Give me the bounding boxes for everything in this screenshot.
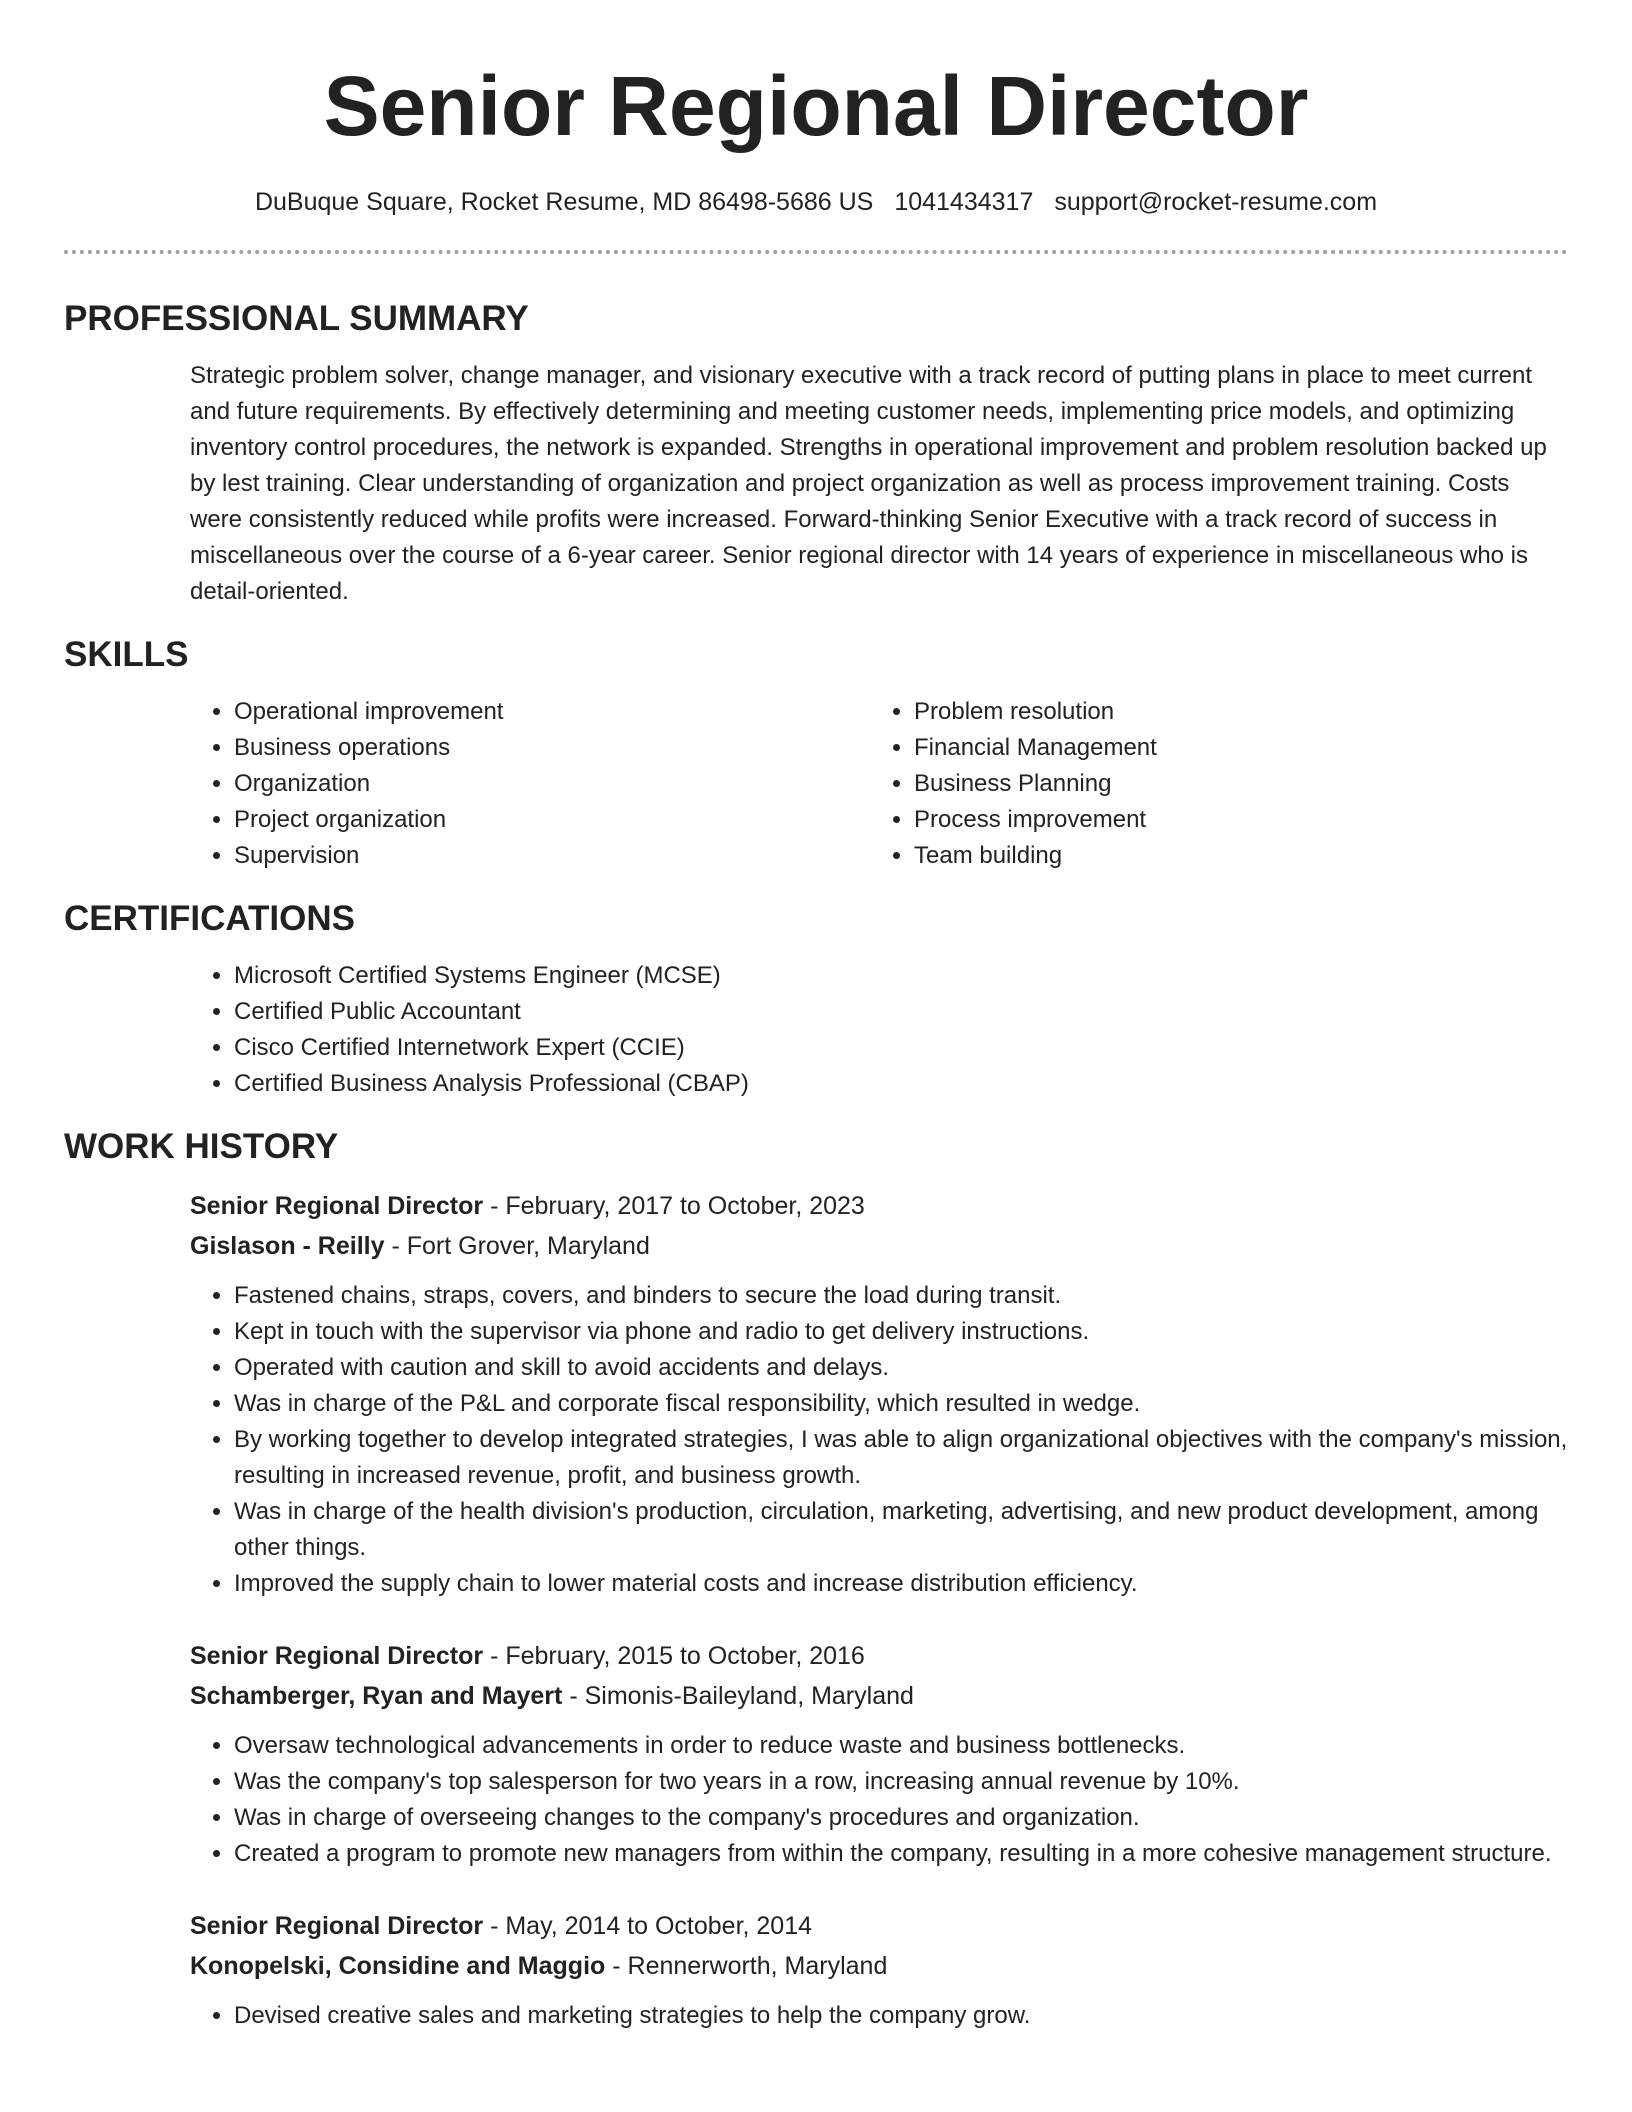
job-bullet: • By working together to develop integrated strategies, I was able to align organizational objectives with the company's mission, resulting in increased revenue, profit, and business growth. bbox=[234, 1422, 1568, 1494]
job-company: Gislason - Reilly bbox=[190, 1232, 385, 1260]
job-location: - Rennerworth, Maryland bbox=[605, 1952, 888, 1980]
job-company: Schamberger, Ryan and Mayert bbox=[190, 1682, 563, 1710]
job-entry bbox=[190, 1906, 1568, 2034]
resume-title: Senior Regional Director bbox=[323, 59, 1309, 153]
skill-item: • Organization bbox=[234, 766, 870, 802]
job-bullet: • Operated with caution and skill to avoid accidents and delays. bbox=[234, 1350, 1568, 1386]
job-role-line bbox=[190, 1636, 1568, 1676]
job-bullet: • Was the company's top salesperson for two years in a row, increasing annual revenue by 10%. bbox=[234, 1764, 1568, 1800]
job-entry bbox=[190, 1636, 1568, 1872]
job-dates: - May, 2014 to October, 2014 bbox=[483, 1912, 813, 1940]
header-divider bbox=[64, 250, 1568, 254]
skills-column-right bbox=[870, 694, 1550, 874]
skill-item: • Problem resolution bbox=[914, 694, 1550, 730]
skill-item: • Team building bbox=[914, 838, 1550, 874]
certifications-list bbox=[190, 958, 1568, 1102]
job-dates: - February, 2017 to October, 2023 bbox=[483, 1192, 865, 1220]
work-history-section bbox=[64, 1126, 1568, 2034]
skills-section bbox=[64, 634, 1568, 874]
skill-item: • Business Planning bbox=[914, 766, 1550, 802]
work-history-heading: WORK HISTORY bbox=[64, 1127, 339, 1166]
job-company-line bbox=[190, 1676, 1568, 1716]
job-bullet: • Was in charge of the health division's production, circulation, marketing, advertising, and new product development, among other things. bbox=[234, 1494, 1568, 1566]
skill-item: • Operational improvement bbox=[234, 694, 870, 730]
resume-header bbox=[64, 0, 1568, 218]
skills-column-left bbox=[190, 694, 870, 874]
job-entry bbox=[190, 1186, 1568, 1602]
job-role-line bbox=[190, 1906, 1568, 1946]
certification-item: • Microsoft Certified Systems Engineer (MCSE) bbox=[234, 958, 1568, 994]
certification-item: • Cisco Certified Internetwork Expert (CCIE) bbox=[234, 1030, 1568, 1066]
job-bullet: • Kept in touch with the supervisor via phone and radio to get delivery instructions. bbox=[234, 1314, 1568, 1350]
job-bullet: • Was in charge of overseeing changes to the company's procedures and organization. bbox=[234, 1800, 1568, 1836]
certifications-heading: CERTIFICATIONS bbox=[64, 899, 356, 938]
skills-grid bbox=[190, 694, 1568, 874]
job-bullet: • Fastened chains, straps, covers, and binders to secure the load during transit. bbox=[234, 1278, 1568, 1314]
summary-body bbox=[190, 358, 1568, 610]
skill-item: • Process improvement bbox=[914, 802, 1550, 838]
work-history-body bbox=[190, 1186, 1568, 2034]
certification-item: • Certified Business Analysis Professional (CBAP) bbox=[234, 1066, 1568, 1102]
certifications-body bbox=[190, 958, 1568, 1102]
job-company-line bbox=[190, 1226, 1568, 1266]
job-bullets bbox=[190, 1278, 1568, 1602]
summary-text: Strategic problem solver, change manager, and visionary executive with a track record of putting plans in place to meet current and future requirements. By effectively determining and meeting customer needs, implementing price models, and optimizing inventory control procedures, the network is expanded. Strengths in operational improvement and problem resolution backed up by lest training. Clear understanding of organization and project organization as well as process improvement training. Costs were consistently reduced while profits were increased. Forward-thinking Senior Executive with a track record of success in miscellaneous over the course of a 6-year career. Senior regional director with 14 years of experience in miscellaneous who is detail-oriented. bbox=[190, 362, 1547, 605]
skill-item: • Financial Management bbox=[914, 730, 1550, 766]
contact-phone: 1041434317 bbox=[894, 188, 1034, 216]
job-bullet: • Was in charge of the P&L and corporate fiscal responsibility, which resulted in wedge. bbox=[234, 1386, 1568, 1422]
summary-heading: PROFESSIONAL SUMMARY bbox=[64, 299, 529, 338]
job-role: Senior Regional Director bbox=[190, 1912, 484, 1940]
job-company: Konopelski, Considine and Maggio bbox=[190, 1952, 606, 1980]
skills-heading: SKILLS bbox=[64, 635, 189, 674]
skills-list-right bbox=[870, 694, 1550, 874]
job-location: - Simonis-Baileyland, Maryland bbox=[562, 1682, 914, 1710]
certifications-section bbox=[64, 898, 1568, 1102]
skill-item: • Business operations bbox=[234, 730, 870, 766]
job-bullet: • Oversaw technological advancements in order to reduce waste and business bottlenecks. bbox=[234, 1728, 1568, 1764]
job-bullets bbox=[190, 1728, 1568, 1872]
contact-email: support@rocket-resume.com bbox=[1054, 188, 1378, 216]
job-company-line bbox=[190, 1946, 1568, 1986]
certification-item: • Certified Public Accountant bbox=[234, 994, 1568, 1030]
job-bullet: • Devised creative sales and marketing strategies to help the company grow. bbox=[234, 1998, 1568, 2034]
job-dates: - February, 2015 to October, 2016 bbox=[483, 1642, 865, 1670]
job-bullet: • Improved the supply chain to lower material costs and increase distribution efficiency. bbox=[234, 1566, 1568, 1602]
job-location: - Fort Grover, Maryland bbox=[384, 1232, 650, 1260]
job-role: Senior Regional Director bbox=[190, 1642, 484, 1670]
skill-item: • Project organization bbox=[234, 802, 870, 838]
job-role-line bbox=[190, 1186, 1568, 1226]
contact-address: DuBuque Square, Rocket Resume, MD 86498-5686 US bbox=[254, 188, 874, 216]
job-bullets bbox=[190, 1998, 1568, 2034]
skill-item: • Supervision bbox=[234, 838, 870, 874]
job-bullet: • Created a program to promote new managers from within the company, resulting in a more cohesive management structure. bbox=[234, 1836, 1568, 1872]
summary-section bbox=[64, 298, 1568, 610]
job-role: Senior Regional Director bbox=[190, 1192, 484, 1220]
contact-line bbox=[64, 186, 1568, 218]
skills-list-left bbox=[190, 694, 870, 874]
